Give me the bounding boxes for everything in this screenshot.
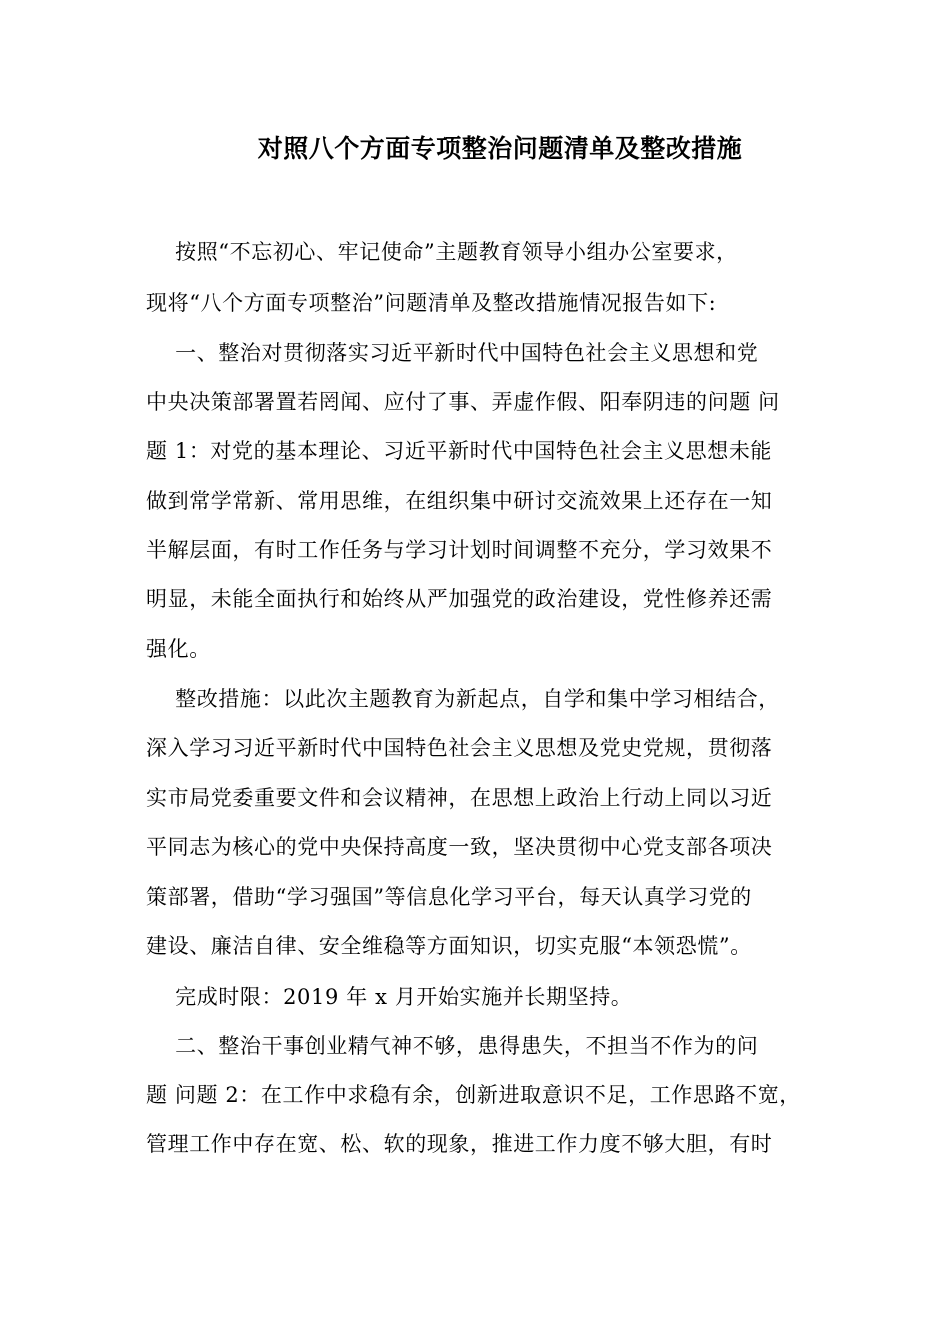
- paragraph-line: 现将“八个方面专项整治”问题清单及整改措施情况报告如下:: [146, 291, 717, 315]
- paragraph-line: 按照“不忘初心、牢记使命”主题教育领导小组办公室要求，: [146, 240, 738, 264]
- paragraph-line: 完成时限：2019 年 x 月开始实施并长期坚持。: [146, 985, 633, 1009]
- paragraph-line: 强化。: [146, 637, 211, 661]
- paragraph-line: 建设、廉洁自律、安全维稳等方面知识，切实克服“本领恐慌”。: [146, 934, 752, 958]
- paragraph-line: 做到常学常新、常用思维，在组织集中研讨交流效果上还存在一知: [146, 489, 773, 513]
- paragraph-line: 平同志为核心的党中央保持高度一致，坚决贯彻中心党支部各项决: [146, 835, 773, 859]
- paragraph-line: 管理工作中存在宽、松、软的现象，推进工作力度不够大胆，有时: [146, 1132, 773, 1156]
- paragraph-line: 题 1：对党的基本理论、习近平新时代中国特色社会主义思想未能: [146, 439, 773, 463]
- paragraph-line: 策部署，借助“学习强国”等信息化学习平台，每天认真学习党的: [146, 885, 752, 909]
- document-title: 对照八个方面专项整治问题清单及整改措施: [257, 134, 743, 163]
- paragraph-line: 整改措施：以此次主题教育为新起点，自学和集中学习相结合，: [146, 687, 780, 711]
- paragraph-line: 半解层面，有时工作任务与学习计划时间调整不充分，学习效果不: [146, 538, 773, 562]
- paragraph-line: 实市局党委重要文件和会议精神，在思想上政治上行动上同以习近: [146, 786, 773, 810]
- paragraph-line: 明显，未能全面执行和始终从严加强党的政治建设，党性修养还需: [146, 587, 773, 611]
- paragraph-line: 二、整治干事创业精气神不够，患得患失，不担当不作为的问: [146, 1034, 759, 1058]
- paragraph-line: 深入学习习近平新时代中国特色社会主义思想及党史党规，贯彻落: [146, 736, 773, 760]
- paragraph-line: 一、整治对贯彻落实习近平新时代中国特色社会主义思想和党: [146, 341, 759, 365]
- paragraph-line: 题 问题 2：在工作中求稳有余，创新进取意识不足，工作思路不宽，: [146, 1083, 801, 1107]
- paragraph-line: 中央决策部署置若罔闻、应付了事、弄虚作假、阳奉阴违的问题 问: [146, 390, 780, 414]
